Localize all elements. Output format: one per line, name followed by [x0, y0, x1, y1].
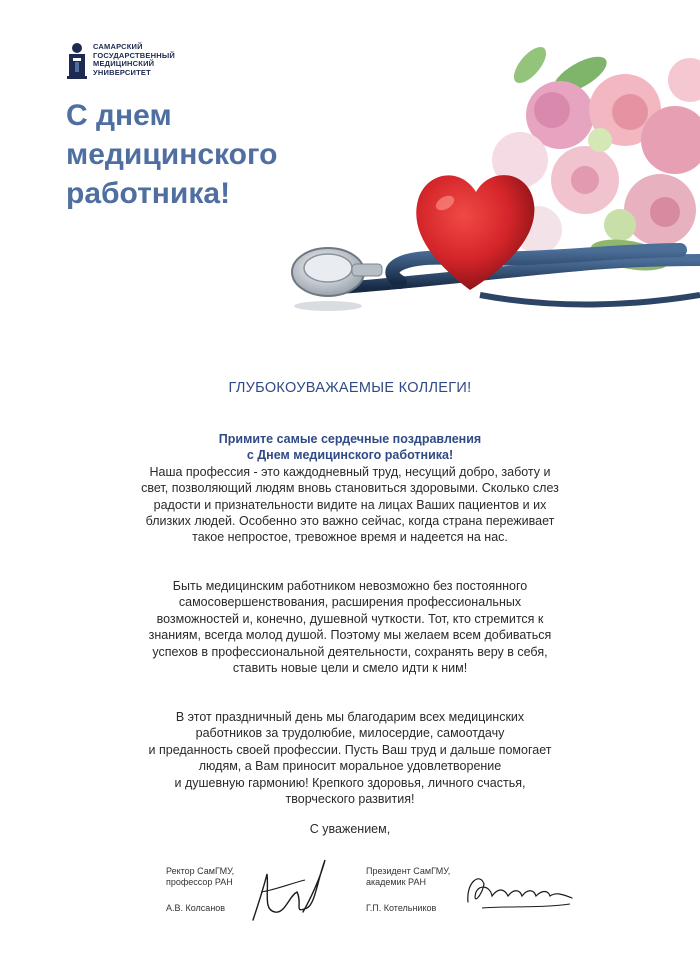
title-line: работника!: [66, 177, 231, 210]
text-line: Наша профессия - это каждодневный труд, несущий добро, заботу и: [149, 464, 551, 479]
text-line: и преданность своей профессии. Пусть Ваш труд и дальше помогает: [148, 742, 552, 757]
logo-line: САМАРСКИЙ: [93, 42, 143, 51]
university-emblem-icon: [66, 40, 88, 80]
salutation: ГЛУБОКОУВАЖАЕМЫЕ КОЛЛЕГИ!: [228, 380, 472, 396]
text-line: свет, позволяющий людям вновь становиться здоровыми. Сколько слез: [141, 481, 559, 496]
greeting-paragraph-1: [110, 431, 590, 546]
signatory-title: профессор РАН: [166, 877, 233, 887]
text-line: возможностей и, конечно, душевной чуткости. Тот, кто стремится к: [156, 611, 544, 626]
text-line: успехов в профессиональной деятельности, сохранять веру в себя,: [152, 644, 548, 659]
text-line: работников за трудолюбие, милосердие, самоотдачу: [195, 726, 505, 741]
logo-line: ГОСУДАРСТВЕННЫЙ: [93, 50, 175, 60]
text-line: близких людей. Особенно это важно сейчас, когда страна переживает: [145, 514, 555, 529]
signatory-name: Г.П. Котельников: [366, 903, 437, 913]
text-line: самосовершенствования, расширения профессиональных: [178, 595, 522, 610]
text-line: радости и признательности видите на лицах Ваших пациентов и их: [153, 497, 547, 512]
text-line: и душевную гармонию! Крепкого здоровья, личного счастья,: [174, 775, 526, 790]
signatory-name: А.В. Колсанов: [166, 903, 226, 913]
signatory-title: академик РАН: [366, 877, 426, 887]
text-line: ставить новые цели и смело идти к ним!: [232, 661, 468, 676]
university-logo: [66, 40, 175, 80]
page-title: [66, 96, 277, 213]
text-line: знаниям, всегда молод душой. Поэтому мы желаем всем добиваться: [148, 628, 552, 643]
title-line: медицинского: [66, 138, 278, 171]
university-name: [93, 43, 175, 77]
handwritten-signature-president: [462, 862, 577, 917]
text-line: В этот праздничный день мы благодарим всех медицинских: [175, 710, 525, 724]
handwritten-signature-rector: [245, 852, 335, 927]
text-line: творческого развития!: [285, 792, 415, 807]
closing-phrase: С уважением,: [309, 822, 391, 836]
signatory-title: Ректор СамГМУ,: [166, 866, 235, 876]
lead-line: Примите самые сердечные поздравления: [218, 432, 482, 446]
text-line: людям, а Вам приносит моральное удовлетворение: [198, 759, 502, 774]
logo-line: МЕДИЦИНСКИЙ: [93, 59, 155, 68]
signature-block-president: [366, 866, 462, 914]
lead-line: с Днем медицинского работника!: [246, 448, 454, 463]
text-line: такое непростое, тревожное время и надеется на нас.: [192, 530, 508, 545]
text-line: Быть медицинским работником невозможно без постоянного: [172, 579, 528, 593]
logo-line: УНИВЕРСИТЕТ: [93, 67, 151, 77]
hero-illustration: [280, 20, 700, 340]
greeting-paragraph-2: [110, 578, 590, 676]
title-line: С днем: [66, 99, 172, 132]
signatory-title: Президент СамГМУ,: [366, 866, 451, 876]
greeting-paragraph-3: [110, 709, 590, 807]
